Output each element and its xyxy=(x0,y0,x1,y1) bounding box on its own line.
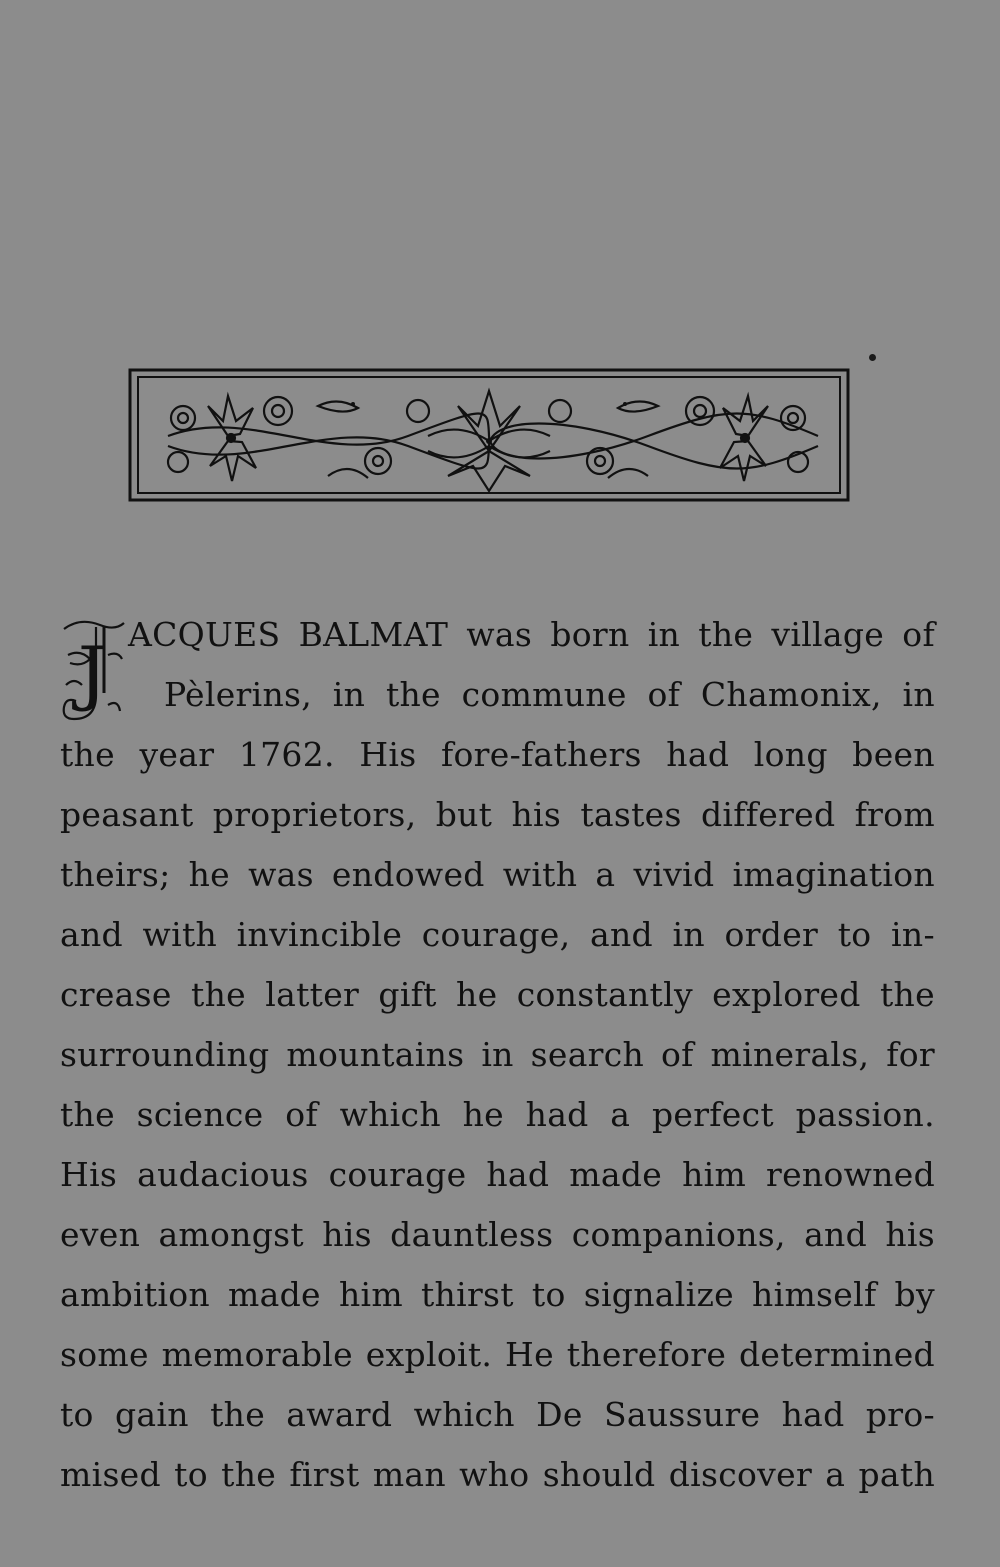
word: science xyxy=(136,1095,264,1134)
word: which xyxy=(339,1095,441,1134)
dropcap-letter: J xyxy=(78,632,107,714)
word: of xyxy=(647,675,681,714)
word: the xyxy=(60,1095,115,1134)
word: but xyxy=(435,795,493,834)
word: of xyxy=(285,1095,318,1134)
floral-scroll-ornament xyxy=(128,366,850,502)
word: ACQUES xyxy=(128,615,281,654)
word: dauntless xyxy=(390,1215,554,1254)
word: proprietors, xyxy=(212,795,417,834)
word: of xyxy=(902,615,935,654)
word: himself xyxy=(752,1275,877,1314)
word: with xyxy=(142,915,218,954)
word: thirst xyxy=(421,1275,514,1314)
word: His xyxy=(359,735,417,774)
word: him xyxy=(338,1275,403,1314)
word: was xyxy=(248,855,314,894)
text-line xyxy=(60,1385,935,1445)
word: his xyxy=(511,795,562,834)
word: pro- xyxy=(865,1395,935,1434)
word: to xyxy=(174,1455,208,1494)
word: endowed xyxy=(331,855,485,894)
word: courage xyxy=(328,1155,467,1194)
word: therefore xyxy=(566,1335,727,1374)
text-line xyxy=(60,1145,935,1205)
word: the xyxy=(191,975,246,1014)
decorative-dropcap-j xyxy=(60,615,128,725)
text-line xyxy=(60,1025,935,1085)
word: differed xyxy=(700,795,836,834)
word: his xyxy=(885,1215,935,1254)
word: signalize xyxy=(583,1275,734,1314)
word: the xyxy=(221,1455,277,1494)
word: in xyxy=(647,615,681,654)
word: surrounding xyxy=(60,1035,270,1074)
word: by xyxy=(894,1275,935,1314)
word: courage, xyxy=(421,915,571,954)
text-line xyxy=(60,725,935,785)
word: the xyxy=(60,735,115,774)
word: passion. xyxy=(795,1095,935,1134)
word: even xyxy=(60,1215,141,1254)
word: a xyxy=(595,855,616,894)
word: in xyxy=(672,915,705,954)
word: peasant xyxy=(60,795,194,834)
word: invincible xyxy=(236,915,403,954)
word: theirs; xyxy=(60,855,171,894)
word: latter xyxy=(265,975,360,1014)
word: tastes xyxy=(580,795,682,834)
word: the xyxy=(210,1395,266,1434)
word: a xyxy=(610,1095,631,1134)
word: search xyxy=(530,1035,645,1074)
word: his xyxy=(322,1215,372,1254)
word: long xyxy=(753,735,828,774)
word: mountains xyxy=(286,1035,465,1074)
word: year xyxy=(139,735,215,774)
word: he xyxy=(462,1095,504,1134)
ink-speck xyxy=(869,354,876,361)
word: made xyxy=(569,1155,663,1194)
word: man xyxy=(372,1455,446,1494)
word: order xyxy=(724,915,819,954)
word: of xyxy=(660,1035,694,1074)
word: to xyxy=(60,1395,94,1434)
text-line xyxy=(60,1445,935,1505)
word: discover xyxy=(668,1455,813,1494)
word: imagination xyxy=(732,855,935,894)
word: and xyxy=(804,1215,868,1254)
ornamental-headpiece xyxy=(128,366,850,502)
word: His xyxy=(60,1155,118,1194)
word: explored xyxy=(712,975,861,1014)
word: made xyxy=(228,1275,321,1314)
word: determined xyxy=(739,1335,935,1374)
word: award xyxy=(286,1395,393,1434)
word: exploit. xyxy=(365,1335,493,1374)
word: He xyxy=(505,1335,554,1374)
word: should xyxy=(542,1455,656,1494)
text-line xyxy=(60,785,935,845)
word: in xyxy=(481,1035,514,1074)
word: and xyxy=(60,915,123,954)
word: fore-fathers xyxy=(441,735,642,774)
word: and xyxy=(589,915,653,954)
text-line xyxy=(60,1325,935,1385)
text-line xyxy=(60,845,935,905)
word: he xyxy=(456,975,498,1014)
word: him xyxy=(682,1155,747,1194)
text-line xyxy=(60,1085,935,1145)
word: a xyxy=(825,1455,846,1494)
word: amongst xyxy=(158,1215,304,1254)
word: which xyxy=(413,1395,515,1434)
word: De xyxy=(536,1395,583,1434)
word: companions, xyxy=(571,1215,786,1254)
word: mised xyxy=(60,1455,161,1494)
word: 1762. xyxy=(238,735,335,774)
word: constantly xyxy=(516,975,693,1014)
text-line xyxy=(60,665,935,725)
word: born xyxy=(550,615,630,654)
word: memorable xyxy=(161,1335,353,1374)
word: who xyxy=(459,1455,530,1494)
text-line xyxy=(60,1205,935,1265)
word: the xyxy=(698,615,754,654)
word: path xyxy=(858,1455,935,1494)
word: the xyxy=(879,975,935,1014)
word: he xyxy=(188,855,230,894)
word: had xyxy=(525,1095,589,1134)
word: audacious xyxy=(137,1155,309,1194)
text-line xyxy=(60,605,935,665)
word: village xyxy=(771,615,885,654)
word: perfect xyxy=(651,1095,774,1134)
word: had xyxy=(666,735,730,774)
word: BALMAT xyxy=(298,615,449,654)
word: minerals, xyxy=(710,1035,870,1074)
word: Pèlerins, xyxy=(164,675,313,714)
dropcap-ornament xyxy=(60,615,128,725)
body-text xyxy=(60,605,935,1505)
word: gain xyxy=(115,1395,189,1434)
word: been xyxy=(852,735,935,774)
text-line xyxy=(60,1265,935,1325)
word: the xyxy=(385,675,441,714)
word: ambition xyxy=(60,1275,210,1314)
word: Saussure xyxy=(603,1395,761,1434)
word: from xyxy=(854,795,935,834)
word: Chamonix, xyxy=(700,675,882,714)
word: vivid xyxy=(633,855,715,894)
word: renowned xyxy=(766,1155,935,1194)
text-line xyxy=(60,965,935,1025)
word: crease xyxy=(60,975,172,1014)
word: in xyxy=(902,675,935,714)
word: had xyxy=(781,1395,845,1434)
word: in- xyxy=(891,915,935,954)
word: first xyxy=(289,1455,360,1494)
word: had xyxy=(486,1155,550,1194)
word: gift xyxy=(378,975,437,1014)
word: to xyxy=(837,915,872,954)
word: some xyxy=(60,1335,149,1374)
word: with xyxy=(502,855,578,894)
word: for xyxy=(886,1035,935,1074)
text-line xyxy=(60,905,935,965)
word: in xyxy=(332,675,366,714)
word: commune xyxy=(461,675,627,714)
word: to xyxy=(531,1275,566,1314)
word: was xyxy=(466,615,533,654)
